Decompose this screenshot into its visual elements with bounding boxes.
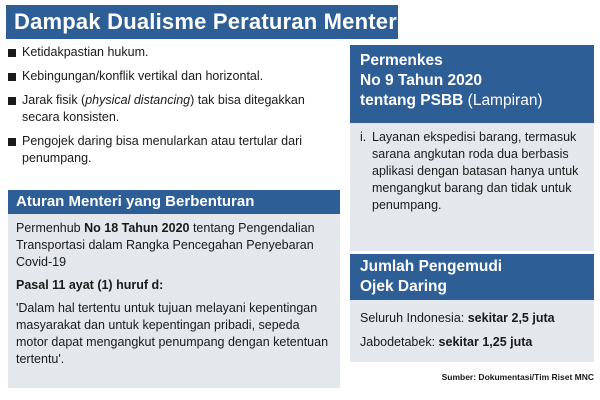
list-item: [8, 44, 343, 61]
jumlah-value: sekitar 1,25 juta: [438, 335, 533, 349]
infographic-title: Dampak Dualisme Peraturan Menteri: [6, 5, 398, 39]
list-item: [8, 68, 343, 85]
permenkes-lampiran: (Lampiran): [467, 92, 543, 109]
permenkes-item-text: Layanan ekspedisi barang, termasuk sarana angkutan roda dua berbasis aplikasi dengan batasan hanya untuk mengangkut barang dan tidak untuk penumpang.: [372, 130, 579, 212]
permenhub-prefix: Permenhub: [16, 221, 85, 235]
bullet-text-part: ) tak bisa ditegakkan secara konsisten.: [22, 93, 305, 124]
pasal-quote: 'Dalam hal tertentu untuk tujuan melayani kepentingan masyarakat dan untuk kepentingan pribadi, sepeda motor dapat mengangkut penumpang dengan ketentuan tertentu'.: [16, 301, 329, 366]
aturan-panel: [8, 214, 340, 388]
permenkes-line: [360, 91, 584, 111]
bullet-text: Ketidakpastian hukum.: [22, 45, 149, 59]
permenkes-line: No 9 Tahun 2020: [360, 72, 483, 89]
jumlah-heading: [350, 254, 594, 300]
bullet-square-icon: [8, 49, 16, 57]
aturan-heading: Aturan Menteri yang Berbenturan: [8, 190, 340, 214]
permenkes-line: Permenkes: [360, 52, 443, 69]
jumlah-value: sekitar 2,5 juta: [467, 311, 555, 325]
jumlah-heading-line: Ojek Daring: [360, 278, 447, 295]
bullet-text-part: Jarak fisik (: [22, 93, 86, 107]
jumlah-row: [360, 330, 584, 354]
bullet-square-icon: [8, 97, 16, 105]
jumlah-row: [360, 306, 584, 330]
bullet-text-italic: physical distancing: [85, 93, 191, 107]
permenhub-number: No 18 Tahun 2020: [84, 221, 190, 235]
bullet-text: Pengojek daring bisa menularkan atau tertular dari penumpang.: [22, 134, 303, 165]
pasal-reference: Pasal 11 ayat (1) huruf d:: [16, 278, 164, 292]
permenkes-panel: [350, 123, 594, 251]
jumlah-label: Seluruh Indonesia:: [360, 311, 468, 325]
source-credit: Sumber: Dokumentasi/Tim Riset MNC: [441, 372, 594, 382]
permenkes-line-text: tentang PSBB: [360, 92, 468, 109]
permenhub-text: [16, 220, 332, 271]
bullet-text: Kebingungan/konflik vertikal dan horizontal.: [22, 69, 264, 83]
permenkes-heading: [350, 45, 594, 123]
jumlah-panel: [350, 300, 594, 362]
bullet-text: [22, 92, 343, 126]
jumlah-label: Jabodetabek:: [360, 335, 439, 349]
list-item: [8, 133, 343, 167]
jumlah-heading-line: Jumlah Pengemudi: [360, 258, 503, 275]
item-number: i.: [360, 130, 367, 144]
bullet-square-icon: [8, 138, 16, 146]
list-item: [8, 92, 343, 126]
permenhub-rest: tentang Pengendalian Transportasi dalam Rangka Pencegahan Penyebaran Covid-19: [16, 221, 315, 269]
bullet-square-icon: [8, 73, 16, 81]
impact-list: [8, 44, 343, 174]
